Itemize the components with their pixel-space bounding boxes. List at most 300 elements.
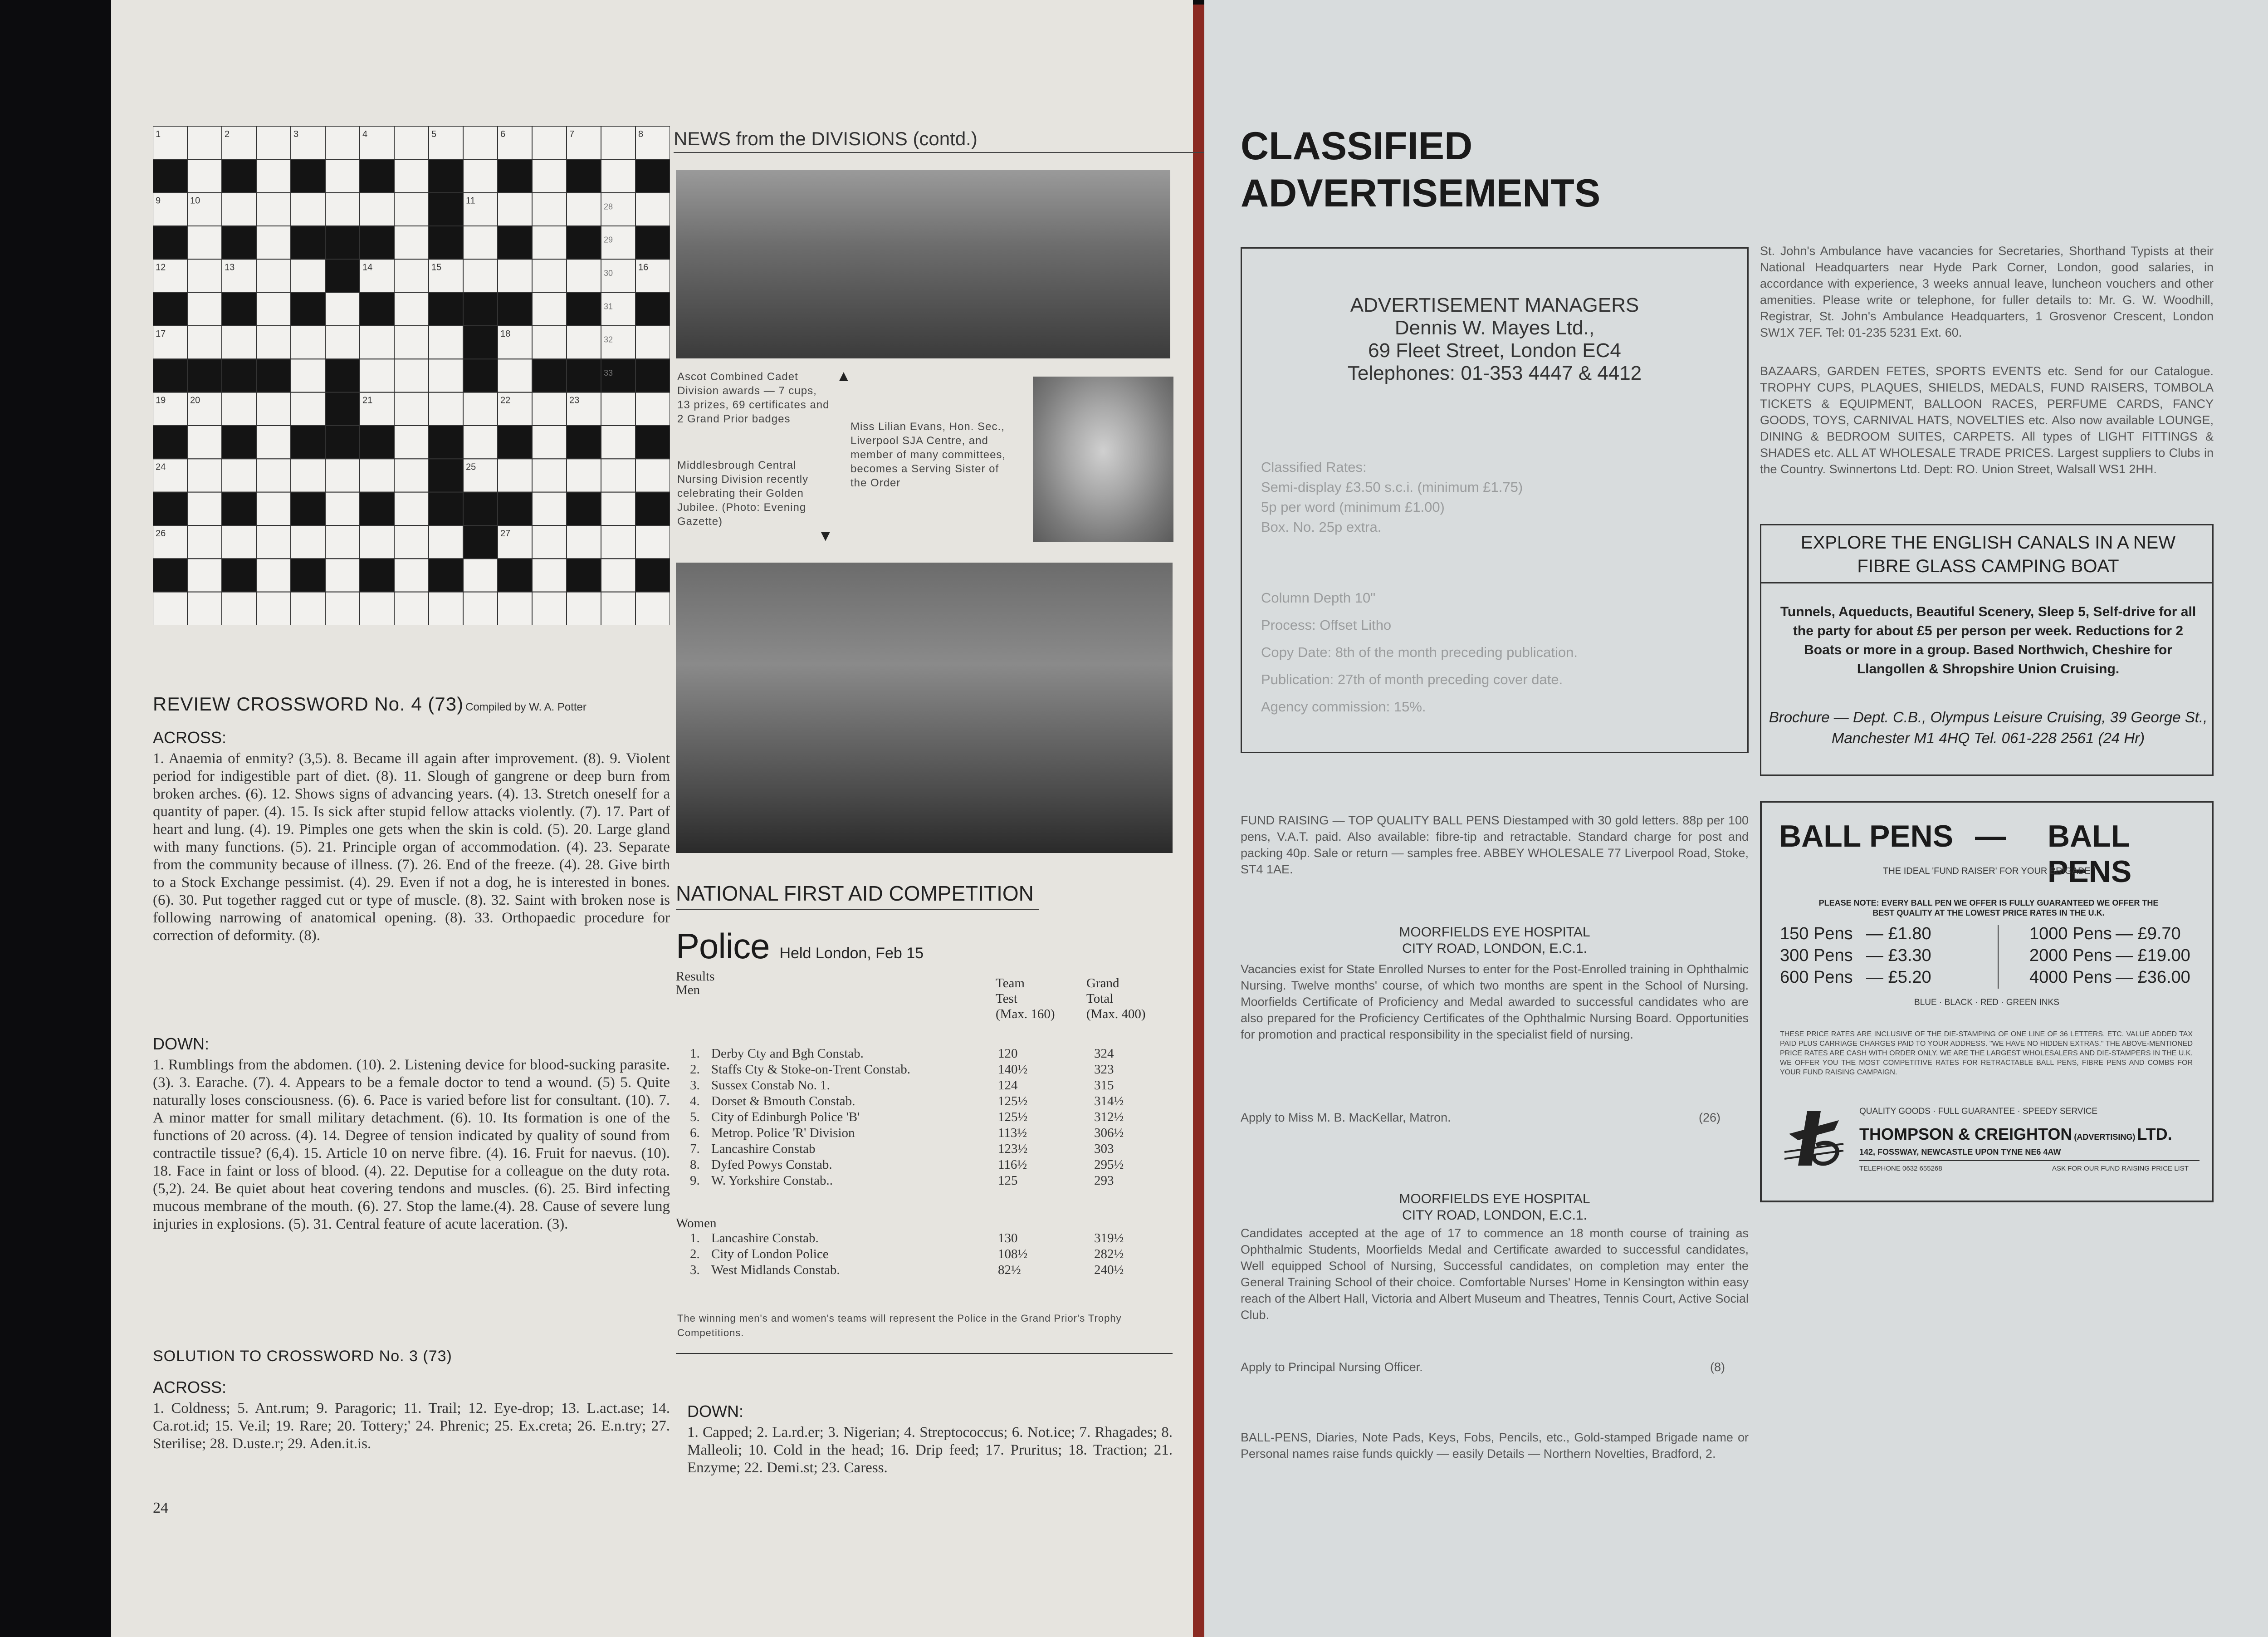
crossword-cell — [463, 426, 498, 459]
crossword-number: 14 — [362, 262, 373, 273]
crossword-black-cell — [567, 159, 601, 192]
crossword-number: 2 — [225, 129, 230, 139]
crossword-cell — [187, 226, 222, 259]
rank-cell: 3. — [690, 1263, 700, 1277]
rank-cell: 4. — [690, 1094, 700, 1108]
crossword-black-cell — [256, 359, 291, 392]
crossword-cell — [360, 525, 394, 559]
crossword-cell — [463, 592, 498, 625]
crossword-black-cell — [429, 559, 463, 592]
crossword-black-cell — [498, 426, 532, 459]
crossword-cell — [256, 525, 291, 559]
police-word: Police — [676, 926, 770, 966]
men-result-row — [687, 1109, 1151, 1125]
ad-managers-block — [1242, 294, 1747, 385]
crossword-number: 26 — [156, 529, 166, 539]
men-result-row — [687, 1078, 1151, 1093]
crossword-cell — [567, 326, 601, 359]
crossword-cell — [360, 359, 394, 392]
rank-cell: 2. — [690, 1062, 700, 1077]
team-cell: Lancashire Constab — [711, 1142, 816, 1156]
women-result-row — [687, 1262, 1151, 1278]
pen-price-row — [2029, 923, 2206, 945]
classified-title-line1: CLASSIFIED — [1241, 124, 1473, 168]
team-cell: Sussex Constab No. 1. — [711, 1078, 830, 1093]
crossword-black-cell — [567, 492, 601, 525]
rates-line-4: Box. No. 25p extra. — [1261, 519, 1382, 535]
canals-title: EXPLORE THE ENGLISH CANALS IN A NEW FIBRE GLASS CAMPING BOAT — [1800, 533, 2176, 576]
total-cell: 319½ — [1094, 1231, 1124, 1245]
crossword-cell — [394, 459, 429, 492]
crossword-cell — [635, 525, 670, 559]
crossword-cell — [567, 592, 601, 625]
crossword-cell — [222, 326, 256, 359]
crossword-black-cell — [429, 426, 463, 459]
crossword-black-cell — [463, 293, 498, 326]
crossword-black-cell — [635, 293, 670, 326]
crossword-cell — [256, 559, 291, 592]
down-clues — [153, 1034, 670, 1233]
crossword-cell — [394, 525, 429, 559]
canals-brochure: Brochure — Dept. C.B., Olympus Leisure Cruising, 39 George St., Manchester M1 4HQ Tel. 061-228 2561 (24 Hr) — [1769, 709, 2208, 746]
left-page — [111, 0, 1193, 1637]
moorfields-1-apply: Apply to Miss M. B. MacKellar, Matron. — [1241, 1111, 1451, 1124]
pens-dash: — — [1975, 819, 2006, 853]
test-cell: 125 — [998, 1173, 1018, 1188]
crossword-cell — [360, 326, 394, 359]
crossword-cell — [498, 259, 532, 292]
crossword-cell — [532, 259, 567, 292]
down-heading: DOWN: — [153, 1034, 209, 1053]
team-cell: City of Edinburgh Police 'B' — [711, 1110, 860, 1124]
crossword-number: 12 — [156, 262, 166, 273]
crossword-cell — [256, 126, 291, 159]
crossword-cell — [187, 459, 222, 492]
crossword-cell — [291, 459, 325, 492]
crossword-cell — [394, 293, 429, 326]
crossword-cell — [360, 193, 394, 226]
test-cell: 130 — [998, 1231, 1018, 1245]
crossword-cell — [325, 459, 360, 492]
crossword-cell — [532, 559, 567, 592]
pens-company-line — [1859, 1125, 2172, 1144]
crossword-heading — [153, 693, 697, 715]
crossword-cell — [498, 359, 532, 392]
crossword-cell — [394, 159, 429, 192]
crossword-cell — [567, 259, 601, 292]
crossword-black-cell — [567, 559, 601, 592]
crossword-cell — [222, 459, 256, 492]
crossword-number: 5 — [431, 129, 437, 139]
crossword-cell — [187, 559, 222, 592]
adman-address: 69 Fleet Street, London EC4 — [1368, 339, 1621, 362]
crossword-black-cell — [498, 559, 532, 592]
men-result-row — [687, 1062, 1151, 1078]
crossword-cell — [291, 326, 325, 359]
crossword-black-cell — [222, 226, 256, 259]
crossword-black-cell — [360, 226, 394, 259]
rates-line-1: Classified Rates: — [1261, 459, 1367, 475]
pen-price-row — [2029, 945, 2206, 966]
bazaars-ad: BAZAARS, GARDEN FETES, SPORTS EVENTS etc. Send for our Catalogue. TROPHY CUPS, PLAQUES, SHIELDS, MEDALS, FUND RAISERS, TOMBOLA TICKETS & EQUIPMENT, BALLOON RACES, PERFUME CARDS, FANCY GOODS, TOYS, CARNIVAL HATS, NOVELTIES etc. Also now available LOUNGE, DINING & BEDROOM SUITES, CARPETS. All types of LIGHT FITTINGS & SHADES etc. ALL AT WHOLESALE TRADE PRICES. Largest suppliers to Clubs in the Country. Swinnertons Ltd. Dept: RO. Union Street, Walsall WS1 2HH. — [1760, 364, 2214, 476]
crossword-black-cell — [567, 359, 601, 392]
crossword-number: 22 — [500, 395, 511, 406]
total-cell: 295½ — [1094, 1157, 1124, 1172]
pen-price: — £5.20 — [1866, 968, 1931, 987]
crossword-cell — [463, 259, 498, 292]
crossword-black-cell — [463, 326, 498, 359]
pen-price-row — [1780, 923, 1961, 945]
crossword-cell — [291, 359, 325, 392]
crossword-black-cell — [360, 559, 394, 592]
crossword-black-cell — [498, 226, 532, 259]
police-heading — [676, 926, 924, 967]
crossword-cell — [532, 426, 567, 459]
right-page — [1204, 0, 2268, 1637]
down-text: 1. Rumblings from the abdomen. (10). 2. Listening device for blood-sucking parasite. (3). 3. Earache. (7). 4. Appears to be a female doctor to tend a wound. (5) 5. Quite naturally loses consciousness. (6). 6. Pace is varied before list for consultant. (10). 7. A minor matter for small military detachment. (6). 10. Its formation is one of the functions of 20 across. (4). 14. Degree of tension indicated by quality of sound from contractile tissue? (6,4). 15. Article 10 on nerve fibre. (4). 16. Fruit for naevus. (10). 18. Face in faint or loss of blood. (4). 22. Deputise for a colleague on the duty rota. (5,2). 24. Be quiet about heat covering tendons and muscles. (6). 25. Bird infecting mucous membrane of the mouth. (6). 27. Stop the lame.(4). 28. Cause of severe lung injuries in explosions. (5). 31. Central feature of acute laceration. (3). — [153, 1057, 670, 1232]
crossword-number: 32 — [604, 335, 613, 344]
crossword-cell — [532, 492, 567, 525]
crossword-cell — [429, 359, 463, 392]
canals-rule — [1761, 582, 2212, 583]
arrow-down-icon: ▼ — [818, 527, 833, 544]
crossword-cell — [153, 592, 187, 625]
classified-title — [1241, 123, 1600, 217]
crossword-black-cell — [153, 359, 187, 392]
crossword-number: 33 — [604, 368, 613, 377]
moorfields-2-ref: (8) — [1710, 1360, 1725, 1374]
crossword-cell — [429, 392, 463, 426]
pen-price-row — [2029, 966, 2206, 988]
crossword-cell — [601, 392, 635, 426]
pens-prices-right — [2029, 923, 2206, 988]
winning-note: The winning men's and women's teams will represent the Police in the Grand Prior's Trophy Competitions. — [677, 1313, 1122, 1338]
solution-across-text: 1. Coldness; 5. Ant.rum; 9. Paragoric; 11. Trail; 12. Eye-drop; 13. L.act.ase; 14. Ca.rot.id; 15. Ve.il; 19. Rare; 20. Tottery;' 24. Phrenic; 25. Ex.creta; 26. E.n.try; 27. Sterilise; 28. D.uste.r; 29. Aden.it.is. — [153, 1400, 670, 1452]
grand-total-h3: (Max. 400) — [1086, 1007, 1146, 1021]
crossword-cell — [463, 559, 498, 592]
solution-down — [687, 1402, 1173, 1477]
crossword-cell — [256, 159, 291, 192]
crossword-black-cell — [291, 159, 325, 192]
crossword-black-cell — [635, 359, 670, 392]
crossword-number: 8 — [638, 129, 644, 139]
crossword-number: 17 — [156, 329, 166, 339]
crossword-cell — [222, 525, 256, 559]
magazine-spine — [1193, 5, 1204, 1637]
crossword-cell — [394, 559, 429, 592]
rates-line-3: 5p per word (minimum £1.00) — [1261, 499, 1445, 515]
crossword-cell — [256, 426, 291, 459]
crossword-cell — [187, 426, 222, 459]
crossword-cell — [187, 293, 222, 326]
crossword-cell — [463, 226, 498, 259]
women-result-row — [687, 1230, 1151, 1246]
pen-price: — £9.70 — [2116, 924, 2181, 943]
crossword-cell — [601, 492, 635, 525]
crossword-number: 30 — [604, 269, 613, 278]
crossword-number: 3 — [293, 129, 299, 139]
crossword-cell — [360, 592, 394, 625]
crossword-cell — [463, 392, 498, 426]
pens-colours: BLUE · BLACK · RED · GREEN INKS — [1914, 998, 2059, 1007]
nfac-rule — [676, 909, 1039, 910]
crossword-cell — [532, 293, 567, 326]
crossword-cell — [532, 226, 567, 259]
crossword-black-cell — [463, 492, 498, 525]
grand-total-h1: Grand — [1086, 976, 1119, 990]
crossword-cell — [601, 525, 635, 559]
crossword-black-cell — [222, 159, 256, 192]
rank-cell: 5. — [690, 1110, 700, 1124]
test-cell: 108½ — [998, 1247, 1028, 1261]
crossword-cell — [394, 392, 429, 426]
crossword-black-cell — [429, 459, 463, 492]
fund-raising-ad: FUND RAISING — TOP QUALITY BALL PENS Diestamped with 30 gold letters. 88p per 100 pens, V.A.T. paid. Also available: fibre-tip and retractable. Standard charge for post and packing 40p. Sale or return — samples free. ABBEY WHOLESALE 77 Liverpool Road, Stoke, ST4 1AE. — [1241, 814, 1749, 876]
crossword-cell — [394, 126, 429, 159]
moorfields-1-heading — [1241, 924, 1749, 957]
crossword-cell — [256, 259, 291, 292]
crossword-black-cell — [635, 559, 670, 592]
crossword-cell — [256, 492, 291, 525]
total-cell: 324 — [1094, 1046, 1114, 1061]
crossword-cell — [567, 525, 601, 559]
crossword-black-cell — [153, 293, 187, 326]
adman-phone: Telephones: 01-353 4447 & 4412 — [1347, 362, 1642, 384]
note-rule — [676, 1353, 1173, 1354]
rank-cell: 2. — [690, 1247, 700, 1261]
crossword-cell — [429, 525, 463, 559]
news-rule — [674, 152, 1263, 153]
team-cell: Dorset & Bmouth Constab. — [711, 1094, 855, 1108]
pen-quantity: 4000 Pens — [2029, 968, 2112, 987]
men-result-row — [687, 1125, 1151, 1141]
team-cell: City of London Police — [711, 1247, 829, 1261]
crossword-number: 18 — [500, 329, 511, 339]
results-label: Results — [676, 969, 715, 984]
moorfields-1-ref: (26) — [1699, 1111, 1721, 1124]
pen-quantity: 600 Pens — [1780, 968, 1853, 987]
pens-title-right: BALL PENS — [2048, 819, 2132, 889]
crossword-black-cell — [635, 426, 670, 459]
crossword-cell — [222, 592, 256, 625]
men-results-table — [687, 1046, 1151, 1189]
ball-pens-ad-box — [1760, 801, 2214, 1202]
women-result-row — [687, 1246, 1151, 1262]
crossword-black-cell — [222, 492, 256, 525]
pen-price: — £3.30 — [1866, 946, 1931, 965]
crossword-cell — [394, 259, 429, 292]
total-cell: 240½ — [1094, 1263, 1124, 1277]
solution-block — [153, 1348, 670, 1453]
crossword-cell — [463, 126, 498, 159]
ascot-photo — [676, 170, 1170, 358]
rank-cell: 1. — [690, 1046, 700, 1061]
crossword-black-cell — [291, 293, 325, 326]
canals-body: Tunnels, Aqueducts, Beautiful Scenery, Sleep 5, Self-drive for all the party for about £5 per person per week. Reductions for 2 Boats or more in a group. Based Northwich, Cheshire for Llangollen & Shropshire Union Cruising. — [1780, 604, 2196, 676]
evans-portrait — [1033, 377, 1173, 542]
crossword-number: 28 — [604, 202, 613, 211]
crossword-cell — [532, 193, 567, 226]
pens-quality: QUALITY GOODS · FULL GUARANTEE · SPEEDY SERVICE — [1859, 1107, 2098, 1116]
crossword-cell — [601, 159, 635, 192]
men-result-row — [687, 1173, 1151, 1189]
crossword-cell — [532, 126, 567, 159]
total-cell: 303 — [1094, 1142, 1114, 1156]
moorfields-2-text: Candidates accepted at the age of 17 to commence an 18 month course of training as Ophthalmic Students, Moorfields Medal and Certificate awarded to successful candidates, Well equipped School of Nursing, Successful candidates, on completion may enter the General Training School of their choice. Comfortable Nurses' Home in Kensington within easy reach of the Albert Hall, Victoria and Albert Museum and Theatres, Tennis Court, Active Social Club. — [1241, 1226, 1749, 1322]
crossword-black-cell — [153, 226, 187, 259]
crossword-black-cell — [222, 293, 256, 326]
moorfields-2-apply: Apply to Principal Nursing Officer. — [1241, 1360, 1423, 1374]
crossword-compiler: Compiled by W. A. Potter — [465, 701, 587, 713]
crossword-cell — [325, 126, 360, 159]
crossword-cell — [567, 459, 601, 492]
crossword-cell — [635, 392, 670, 426]
test-cell: 82½ — [998, 1263, 1021, 1277]
crossword-cell — [291, 259, 325, 292]
crossword-number: 13 — [225, 262, 235, 273]
pens-address-rule — [1859, 1160, 2200, 1161]
team-cell: Dyfed Powys Constab. — [711, 1157, 832, 1172]
crossword-cell — [532, 459, 567, 492]
canals-ad-box — [1760, 524, 2214, 776]
arrow-up-icon: ▲ — [836, 368, 851, 385]
crossword-cell — [394, 193, 429, 226]
crossword-cell — [463, 159, 498, 192]
crossword-cell — [291, 392, 325, 426]
crossword-cell — [256, 293, 291, 326]
crossword-number: 20 — [190, 395, 200, 406]
team-test-header — [996, 975, 1055, 1022]
crossword-number: 9 — [156, 196, 161, 206]
team-cell: Metrop. Police 'R' Division — [711, 1126, 855, 1140]
tech-line-2: Process: Offset Litho — [1261, 617, 1392, 633]
pens-address: 142, FOSSWAY, NEWCASTLE UPON TYNE NE6 4AW — [1859, 1147, 2061, 1157]
moorfields-2-title: MOORFIELDS EYE HOSPITAL — [1399, 1191, 1590, 1206]
thompson-creighton-logo — [1780, 1102, 1848, 1175]
crossword-black-cell — [532, 359, 567, 392]
adman-name: Dennis W. Mayes Ltd., — [1394, 317, 1595, 339]
men-result-row — [687, 1046, 1151, 1062]
solution-title: SOLUTION TO CROSSWORD No. 3 (73) — [153, 1348, 452, 1365]
crossword-cell — [325, 293, 360, 326]
test-cell: 125½ — [998, 1110, 1028, 1124]
crossword-cell — [222, 193, 256, 226]
crossword-number: 7 — [569, 129, 575, 139]
solution-down-heading: DOWN: — [687, 1402, 743, 1421]
crossword-cell — [222, 392, 256, 426]
st-john-ad: St. John's Ambulance have vacancies for Secretaries, Shorthand Typists at their National Headquarters near Hyde Park Corner, London, good salaries, in accordance with experience, 3 weeks annual leave, luncheon vouchers and other amenities. Please write or telephone, for fuller details to: Mr. G. W. Woodhill, Registrar, St. John's Ambulance Headquarters, 1 Grosvenor Crescent, London SW1X 7EF. Tel: 01-235 5231 Ext. 60. — [1760, 244, 2214, 339]
crossword-cell — [187, 159, 222, 192]
crossword-cell — [394, 592, 429, 625]
crossword-black-cell — [429, 159, 463, 192]
test-cell: 116½ — [998, 1157, 1027, 1172]
pens-small-print: THESE PRICE RATES ARE INCLUSIVE OF THE DIE-STAMPING OF ONE LINE OF 36 LETTERS, ETC. VALUE ADDED TAX PAID PLUS CARRIAGE CHARGES PAID TO YOUR ADDRESS. "WE HAVE NO HIDDEN EXTRAS." THE ABOVE-MENTIONED PRICE RATES ARE CASH WITH ORDER ONLY. WE ARE THE LARGEST WHOLESALERS AND DIE-STAMPERS IN THE U.K. WE OFFER YOU THE MOST COMPETITIVE RATES FOR RETRACTABLE BALL PENS, FIBRE PENS AND COMBS FOR YOUR FUND RAISING CAMPAIGN. — [1780, 1030, 2193, 1076]
crossword-number: 24 — [156, 462, 166, 472]
crossword-black-cell — [325, 359, 360, 392]
crossword-black-cell — [463, 525, 498, 559]
grand-total-header — [1086, 975, 1145, 1022]
crossword-cell — [532, 159, 567, 192]
crossword-black-cell — [360, 492, 394, 525]
crossword-black-cell — [291, 426, 325, 459]
crossword-cell — [394, 492, 429, 525]
pens-company-sub: (ADVERTISING) — [2074, 1132, 2136, 1142]
crossword-black-cell — [463, 359, 498, 392]
rates-block — [1261, 457, 1523, 537]
crossword-black-cell — [222, 559, 256, 592]
total-cell: 323 — [1094, 1062, 1114, 1077]
crossword-number: 19 — [156, 395, 166, 406]
crossword-cell — [256, 459, 291, 492]
rank-cell: 3. — [690, 1078, 700, 1093]
crossword-black-cell — [498, 492, 532, 525]
tech-line-1: Column Depth 10" — [1261, 590, 1376, 606]
rank-cell: 9. — [690, 1173, 700, 1188]
test-cell: 120 — [998, 1046, 1018, 1061]
rank-cell: 8. — [690, 1157, 700, 1172]
crossword-cell — [635, 326, 670, 359]
test-cell: 123½ — [998, 1142, 1028, 1156]
crossword-cell — [187, 525, 222, 559]
crossword-black-cell — [222, 426, 256, 459]
solution-across-heading: ACROSS: — [153, 1378, 227, 1397]
rank-cell: 7. — [690, 1142, 700, 1156]
crossword-cell — [635, 459, 670, 492]
rates-line-2: Semi-display £3.50 s.c.i. (minimum £1.75) — [1261, 479, 1523, 495]
moorfields-2-heading — [1241, 1191, 1749, 1224]
crossword-black-cell — [325, 426, 360, 459]
crossword-cell — [256, 326, 291, 359]
team-test-h3: (Max. 160) — [996, 1007, 1055, 1021]
men-result-row — [687, 1157, 1151, 1173]
crossword-cell — [291, 193, 325, 226]
crossword-number: 29 — [604, 235, 613, 245]
caption-ascot: Ascot Combined Cadet Division awards — 7 cups, 13 prizes, 69 certificates and 2 Grand Prior badges — [677, 371, 830, 425]
moorfields-2-sub: CITY ROAD, LONDON, E.C.1. — [1402, 1208, 1587, 1223]
grand-total-h2: Total — [1086, 991, 1114, 1006]
crossword-black-cell — [360, 159, 394, 192]
crossword-number: 31 — [604, 302, 613, 311]
total-cell: 312½ — [1094, 1110, 1124, 1124]
tech-line-5: Agency commission: 15%. — [1261, 699, 1426, 715]
adman-heading: ADVERTISEMENT MANAGERS — [1350, 294, 1639, 316]
crossword-number: 1 — [156, 129, 161, 139]
moorfields-1-title: MOORFIELDS EYE HOSPITAL — [1399, 925, 1590, 940]
crossword-cell — [394, 359, 429, 392]
crossword-cell — [394, 426, 429, 459]
women-results-table — [687, 1230, 1151, 1278]
crossword-black-cell — [325, 259, 360, 292]
news-title: NEWS from the DIVISIONS (contd.) — [674, 128, 978, 149]
men-result-row — [687, 1093, 1151, 1109]
crossword-cell — [498, 592, 532, 625]
police-held: Held London, Feb 15 — [779, 945, 924, 962]
pens-prices-left — [1780, 923, 1961, 988]
crossword-cell — [256, 392, 291, 426]
crossword-number: 6 — [500, 129, 506, 139]
crossword-black-cell — [567, 426, 601, 459]
crossword-black-cell — [325, 226, 360, 259]
caption-evans: Miss Lilian Evans, Hon. Sec., Liverpool SJA Centre, and member of many committees, becomes a Serving Sister of the Order — [850, 421, 1006, 489]
crossword-cell — [325, 193, 360, 226]
team-test-h2: Test — [996, 991, 1017, 1006]
crossword-black-cell — [498, 293, 532, 326]
total-cell: 315 — [1094, 1078, 1114, 1093]
crossword-black-cell — [635, 226, 670, 259]
crossword-black-cell — [153, 492, 187, 525]
pen-price-row — [1780, 966, 1961, 988]
crossword-cell — [325, 492, 360, 525]
